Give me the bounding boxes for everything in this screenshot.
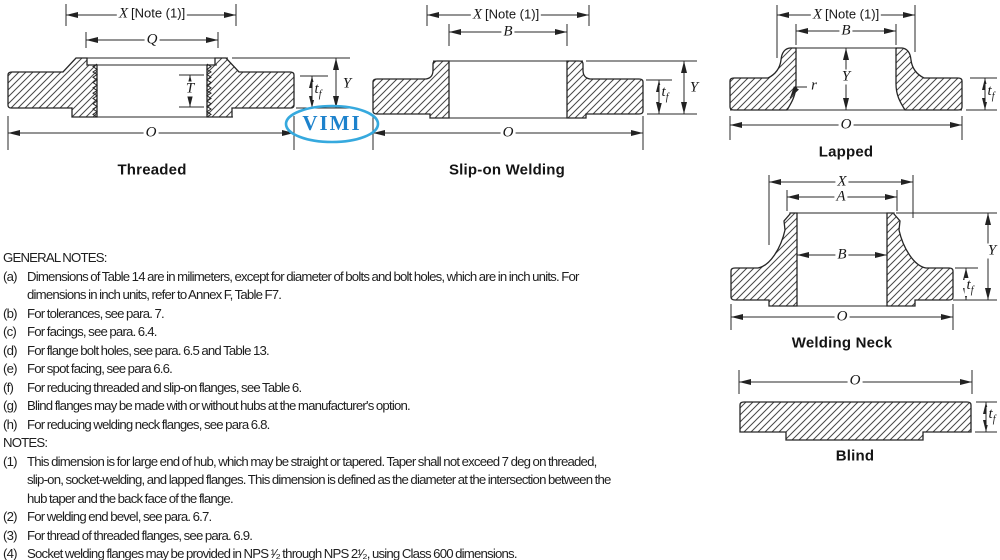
welding-neck-flange-drawing (731, 175, 997, 330)
note-line: (f) For reducing threaded and slip-on flanges, see Table 6. (3, 379, 302, 395)
dim-label-y-threaded: Y (342, 75, 352, 92)
figure-title-blind: Blind (835, 447, 875, 465)
note-line: (3) For thread of threaded flanges, see para. 6.9. (3, 527, 253, 543)
note-line: (d) For flange bolt holes, see para. 6.5 and Table 13. (3, 342, 269, 358)
dim-label-a-welding-neck: A (836, 188, 846, 205)
note-line: (e) For spot facing, see para 6.6. (3, 361, 173, 376)
dim-label-tf-welding-neck: $t_f$ (966, 277, 974, 296)
note-line: (b) For tolerances, see para. 7. (3, 305, 164, 321)
note-line: (1) This dimension is for large end of hub, which may be straight or tapered. Taper shall not exceed 7 deg on threaded, (3, 453, 597, 469)
note-line: (4) Socket welding flanges may be provided in NPS ¹⁄₂ through NPS 2¹⁄₂, using Class 600 dimensions. (3, 546, 517, 560)
notes-block (3, 249, 611, 560)
lapped-flange-drawing (730, 5, 997, 140)
note-line: GENERAL NOTES: (3, 250, 107, 265)
note-line: (c) For facings, see para. 6.4. (3, 324, 157, 339)
blind-flange-drawing (739, 370, 997, 440)
figure-title-lapped: Lapped (818, 143, 874, 161)
dim-label-y-lapped: Y (841, 68, 851, 85)
dim-label-x-welding-neck: X (837, 173, 847, 190)
note-line: (2) For welding end bevel, see para. 6.7. (3, 509, 212, 524)
figure-title-welding-neck: Welding Neck (791, 334, 893, 352)
slip-on-flange-drawing (373, 5, 697, 150)
dim-label-x-slip-on: X [Note (1)] (472, 6, 540, 23)
dim-label-tf-threaded: $t_f$ (314, 81, 322, 100)
dim-label-o-welding-neck: O (836, 308, 848, 325)
dim-label-b-slip-on: B (503, 23, 513, 40)
dim-label-o-lapped: O (840, 116, 852, 133)
note-line: (h) For reducing welding neck flanges, see para 6.8. (3, 416, 270, 432)
dim-label-t-threaded: T (185, 80, 195, 97)
dim-label-y-welding-neck: Y (987, 242, 997, 259)
dim-label-y-slip-on: Y (689, 79, 699, 96)
figure-title-threaded: Threaded (117, 161, 187, 179)
note-line: slip-on, socket-welding, and lapped flanges. This dimension is defined as the diameter at the intersection between the (27, 472, 611, 487)
dim-label-tf-slip-on: $t_f$ (661, 84, 669, 103)
dim-label-q-threaded: Q (146, 31, 158, 48)
figure-title-slip-on: Slip-on Welding (448, 161, 566, 179)
dim-label-o-slip-on: O (502, 124, 514, 141)
dim-label-r-lapped: r (811, 77, 817, 94)
note-line: dimensions in inch units, refer to Annex F, Table F7. (27, 287, 282, 302)
note-line: (a) Dimensions of Table 14 are in milimeters, except for diameter of bolts and bolt holes, which are in inch units. For (3, 268, 579, 284)
note-line: (g) Blind flanges may be made with or without hubs at the manufacturer's option. (3, 398, 410, 413)
dim-label-x-threaded: X [Note (1)] (118, 5, 186, 22)
dim-label-tf-lapped: $t_f$ (987, 83, 995, 102)
vimi-watermark-text: VIMI (302, 111, 362, 135)
dim-label-tf-blind: $t_f$ (988, 406, 996, 425)
dim-label-o-blind: O (849, 372, 861, 389)
dim-label-x-lapped: X [Note (1)] (812, 6, 880, 23)
note-line: hub taper and the back face of the flange. (27, 490, 233, 506)
dim-label-b-lapped: B (841, 22, 851, 39)
threaded-flange-drawing (8, 4, 350, 150)
dim-label-o-threaded: O (145, 124, 157, 141)
dim-label-b-welding-neck: B (837, 246, 847, 263)
note-line: NOTES: (3, 435, 48, 450)
